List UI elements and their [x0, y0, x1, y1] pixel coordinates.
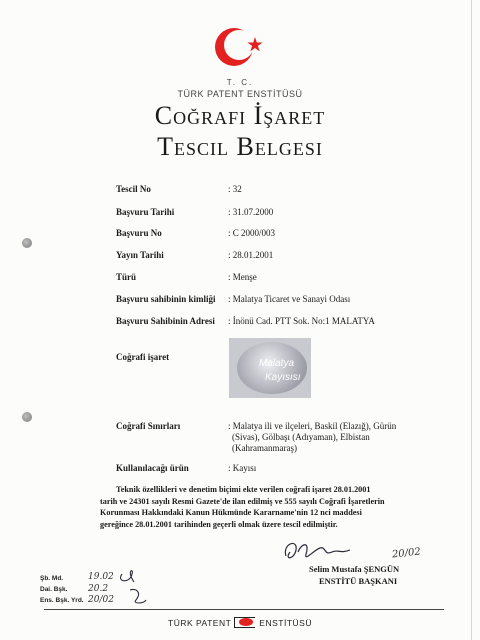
- logo-text: Malatya: [259, 358, 295, 369]
- header-institution: TÜRK PATENT ENSTİTÜSÜ: [177, 89, 303, 99]
- field-label: Tescil No: [116, 184, 151, 194]
- paragraph-line: tarih ve 24301 sayılı Resmi Gazete'de ilan edilmiş ve 555 sayılı Coğrafi İşaretlerin: [100, 496, 385, 506]
- field-value: : 28.01.2001: [228, 250, 274, 260]
- footer-right: ENSTİTÜSÜ: [259, 618, 312, 628]
- stamp-label: Şb. Md.: [40, 575, 64, 582]
- field-label: Türü: [116, 272, 137, 282]
- logo-text: Kayısısı: [265, 372, 301, 383]
- field-value: : Menşe: [228, 272, 257, 282]
- paragraph-line: Korunması Hakkındaki Kanun Hükmünde Kararname'nin 12 nci maddesi: [100, 508, 362, 517]
- signatory-title: ENSTİTÜ BAŞKANI: [319, 576, 398, 586]
- punch-hole: [22, 238, 32, 248]
- header-tc: T. C.: [226, 78, 254, 87]
- boundaries-line: : Malatya ili ve ilçeleri, Baskil (Elazığ), Gürün: [228, 421, 397, 431]
- field-value: : Malatya Ticaret ve Sanayi Odası: [228, 294, 351, 304]
- stamp-value: 20.2: [88, 584, 109, 594]
- field-label: Yayın Tarihi: [116, 250, 164, 260]
- initials-scribble-icon: [100, 560, 160, 610]
- stamp-label: Dai. Bşk.: [40, 586, 68, 593]
- product-value: : Kayısı: [228, 463, 257, 473]
- field-label: Başvuru Sahibinin Adresi: [116, 316, 215, 326]
- field-value: : C 2000/003: [228, 228, 276, 238]
- paragraph-line: gereğince 28.01.2001 tarihinden geçerli olmak üzere tescil edilmiştir.: [100, 519, 338, 529]
- legal-paragraph: [100, 484, 418, 530]
- footer-divider: [44, 609, 444, 610]
- field-value: : 31.07.2000: [228, 207, 274, 217]
- boundaries-line: (Sivas), Gölbaşı (Adıyaman), Elbistan: [232, 432, 370, 442]
- field-label: Başvuru Tarihi: [116, 207, 175, 217]
- field-value: : 32: [228, 184, 242, 194]
- field-value: : İnönü Cad. PTT Sok. No:1 MALATYA: [228, 316, 375, 326]
- paragraph-line: Teknik özellikleri ve denetim biçimi ekte verilen coğrafi işaret 28.01.2001: [116, 485, 371, 494]
- footer-left: TÜRK PATENT: [168, 618, 232, 628]
- field-label: Başvuru sahibinin kimliği: [116, 294, 216, 304]
- product-label: Kullanılacağı ürün: [116, 463, 189, 473]
- punch-hole: [22, 412, 32, 422]
- field-label: Başvuru No: [116, 228, 162, 238]
- stamp-label: Ens. Bşk. Yrd.: [40, 597, 84, 604]
- institute-logo-icon: [234, 617, 256, 627]
- stamp-value: 19.02: [88, 572, 114, 582]
- boundaries-line: (Kahramanmaraş): [232, 443, 297, 453]
- footer: [0, 617, 480, 628]
- boundaries-label: Coğrafi Sınırları: [116, 421, 181, 431]
- signatory-name: Selim Mustafa ŞENGÜN: [309, 564, 400, 574]
- boundaries-value: [228, 421, 448, 454]
- crescent-star-icon: [208, 22, 268, 72]
- stamp-value: 20/02: [88, 595, 114, 605]
- geo-mark-label: Coğrafi işaret: [116, 352, 170, 362]
- signature-date: 20/02: [391, 546, 422, 561]
- page-title: Coğrafi İşaret: [154, 101, 326, 130]
- geo-mark-logo: [229, 338, 311, 398]
- page-subtitle: Tescil Belgesi: [157, 132, 323, 161]
